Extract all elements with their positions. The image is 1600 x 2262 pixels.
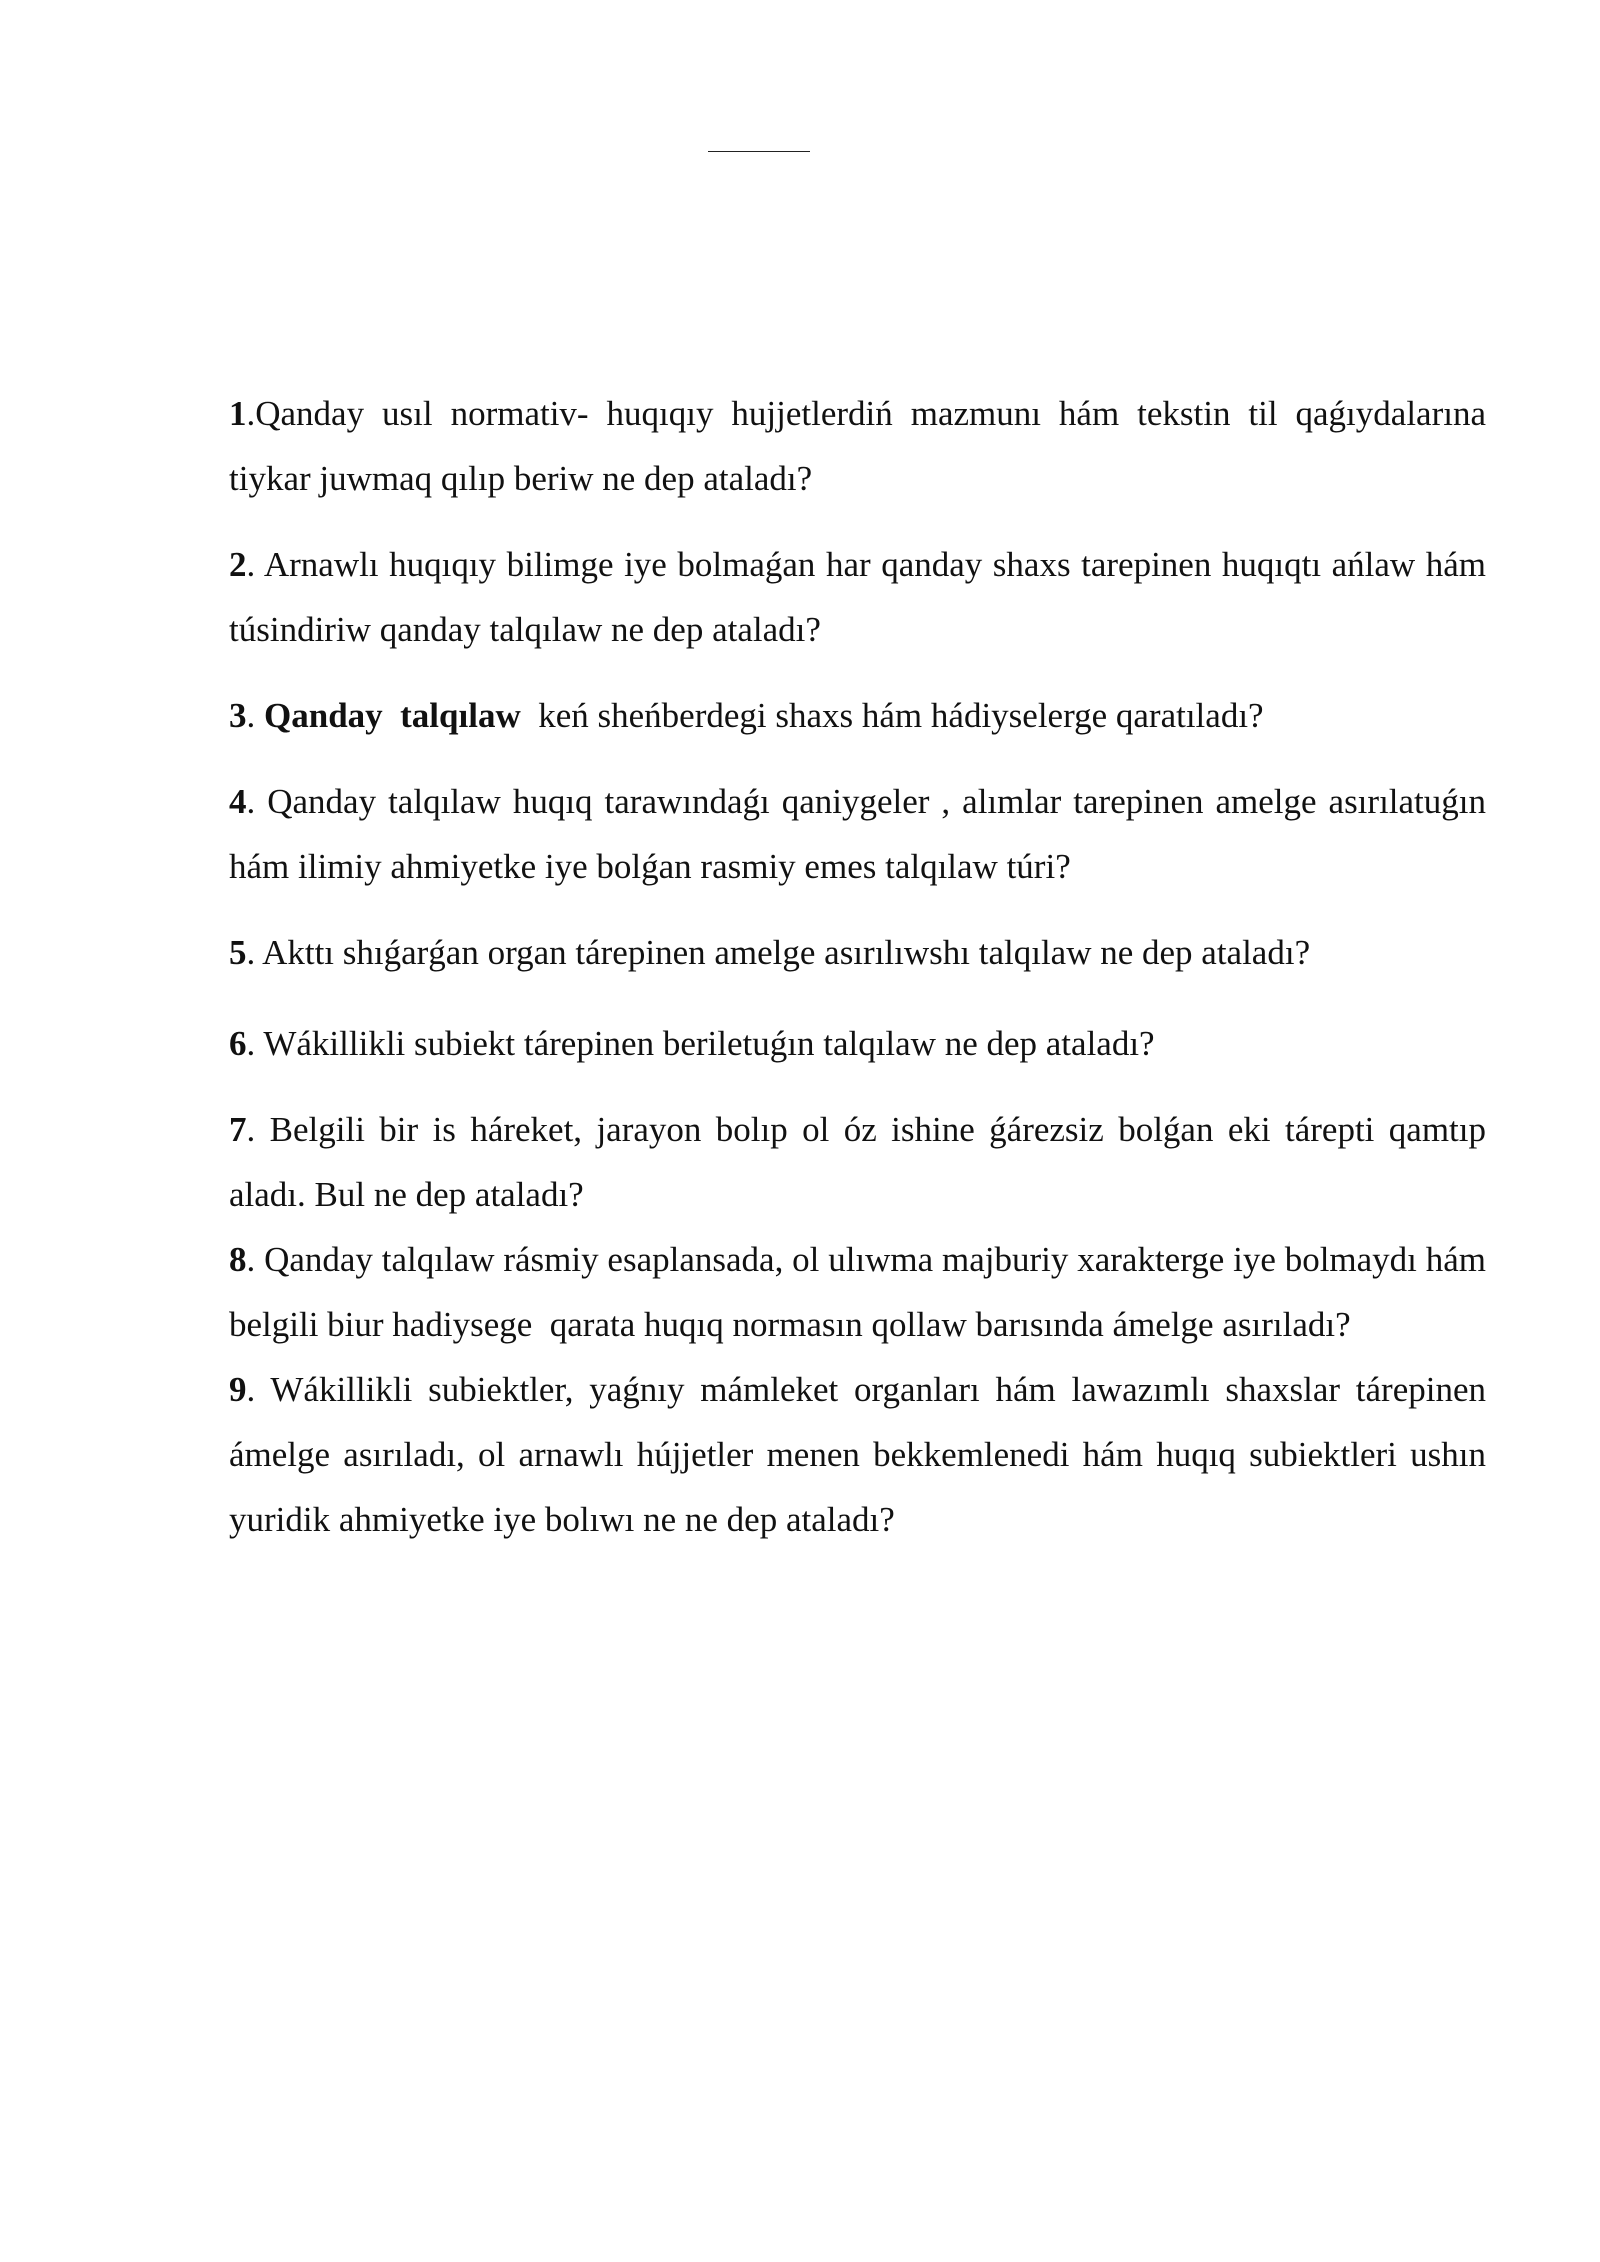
question-text: . Wákillikli subiektler, yaǵnıy mámleket organları hám lawazımlı shaxslar tárepinen ámelge asırıladı, ol arnawlı hújjetler menen bekkemlenedi hám huqıq subiektleri ushın yuridik ahmiyetke iye bolıwı ne ne dep ataladı? [229,1370,1486,1539]
question-1 [229,381,1486,511]
question-text: . Belgili bir is háreket, jarayon bolıp ol óz ishine ǵárezsiz bolǵan eki tárepti qamtıp aladı. Bul ne dep ataladı? [229,1110,1486,1214]
header-rule [708,151,810,152]
question-7 [229,1097,1486,1227]
question-6 [229,1011,1486,1076]
question-5 [229,920,1486,985]
question-3 [229,683,1486,748]
question-text: . Qanday talqılaw huqıq tarawındaǵı qaniygeler , alımlar tarepinen amelge asırılatuǵın hám ilimiy ahmiyetke iye bolǵan rasmiy emes talqılaw túri? [229,782,1486,886]
question-number: 8 [229,1240,247,1279]
question-9 [229,1357,1486,1552]
question-text: . Akttı shıǵarǵan organ tárepinen amelge asırılıwshı talqılaw ne dep ataladı? [246,933,1311,972]
question-text: .Qanday usıl normativ- huqıqıy hujjetlerdiń mazmunı hám tekstin til qaǵıydalarına tiykar juwmaq qılıp beriw ne dep ataladı? [229,394,1486,498]
question-number: 7 [229,1110,247,1149]
question-4 [229,769,1486,899]
question-text: . Wákillikli subiekt tárepinen beriletuǵın talqılaw ne dep ataladı? [246,1024,1155,1063]
question-number: 2 [229,545,247,584]
question-number: 6 [229,1024,247,1063]
question-number: 1 [229,394,247,433]
question-number: 4 [229,782,247,821]
question-text: . Arnawlı huqıqıy bilimge iye bolmaǵan har qanday shaxs tarepinen huqıqtı ańlaw hám túsindiriw qanday talqılaw ne dep ataladı? [229,545,1486,649]
question-number: 3 [229,696,247,735]
question-separator: . [246,696,264,735]
question-number: 5 [229,933,247,972]
question-8 [229,1227,1495,1357]
question-list [229,381,1495,1552]
question-bold-text: Qanday talqılaw [264,696,521,735]
question-number: 9 [229,1370,247,1409]
question-2 [229,532,1486,662]
question-text: keń sheńberdegi shaxs hám hádiyselerge qaratıladı? [520,696,1264,735]
question-text: . Qanday talqılaw rásmiy esaplansada, ol ulıwma majburiy xarakterge iye bolmaydı hám belgili biur hadiysege qarata huqıq normasın qollaw barısında ámelge asırıladı? [229,1240,1495,1344]
